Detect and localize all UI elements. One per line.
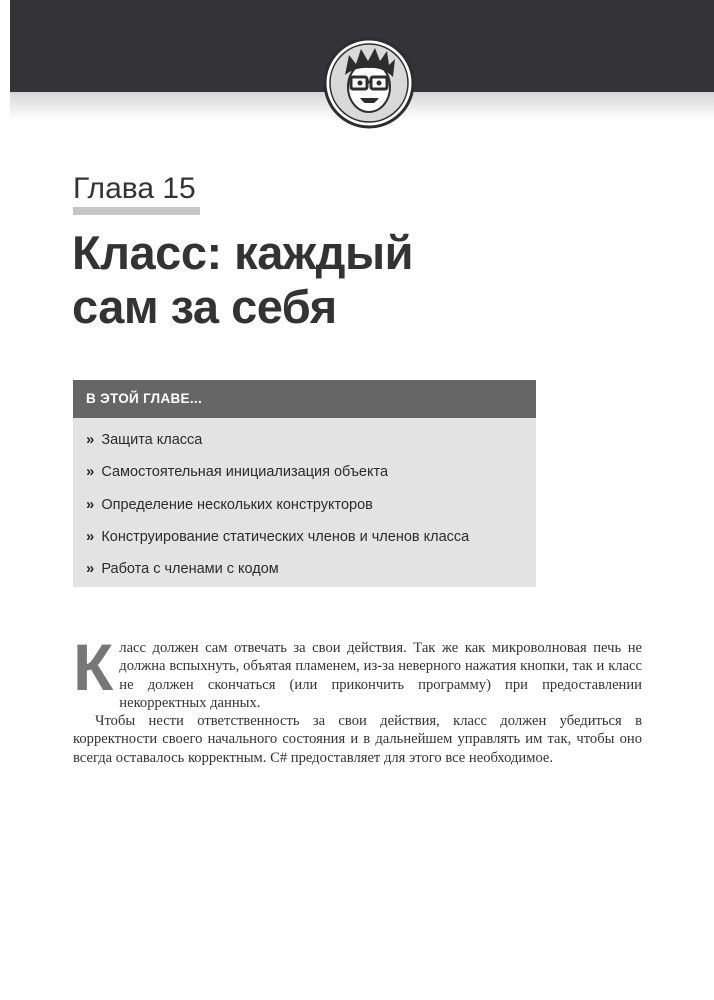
bullet-icon: »	[86, 527, 95, 545]
paragraph-2-text: Чтобы нести ответственность за свои действия, класс должен убедиться в корректности своего начального состояния и в дальнейшем управлять им так, чтобы оно всегда оставалось корректным. C# предоставляет для этого все необходимое.	[73, 713, 642, 766]
chapter-number: Глава 15	[73, 172, 196, 205]
list-item-text: Самостоятельная инициализация объекта	[101, 464, 389, 481]
body-paragraph	[73, 712, 642, 767]
paragraph-1-text: ласс должен сам отвечать за свои действия. Так же как микроволновая печь не должна вспыхнуть, объятая пламенем, из-за неверного нажатия кнопки, так и класс не должен скончаться (или прикончить программу) при предоставлении некорректных данных.	[119, 640, 642, 711]
chapter-title-line-2: сам за себя	[72, 280, 337, 333]
bullet-icon: »	[86, 431, 95, 448]
body-paragraph	[73, 630, 642, 712]
list-item	[86, 553, 536, 585]
list-item	[86, 456, 536, 488]
list-item	[86, 489, 536, 521]
bullet-icon: »	[86, 560, 95, 578]
list-item	[86, 424, 536, 456]
dummies-guy-logo-icon	[323, 37, 415, 129]
in-this-chapter-heading: В ЭТОЙ ГЛАВЕ...	[73, 380, 536, 418]
in-this-chapter-box	[73, 380, 536, 587]
list-item-text: Определение нескольких конструкторов	[101, 496, 373, 513]
list-item-text: Работа с членами с кодом	[101, 561, 279, 578]
chapter-number-underline	[73, 207, 200, 215]
list-item-text: Конструирование статических членов и членов класса	[101, 528, 470, 545]
drop-cap: К	[73, 630, 114, 704]
list-item-text: Защита класса	[101, 432, 203, 448]
chapter-topics-list	[73, 418, 536, 585]
list-item	[86, 521, 536, 553]
chapter-title	[72, 226, 413, 334]
bullet-icon: »	[86, 495, 95, 513]
bullet-icon: »	[86, 463, 95, 481]
chapter-body-text	[73, 630, 642, 767]
chapter-title-line-1: Класс: каждый	[72, 226, 414, 279]
